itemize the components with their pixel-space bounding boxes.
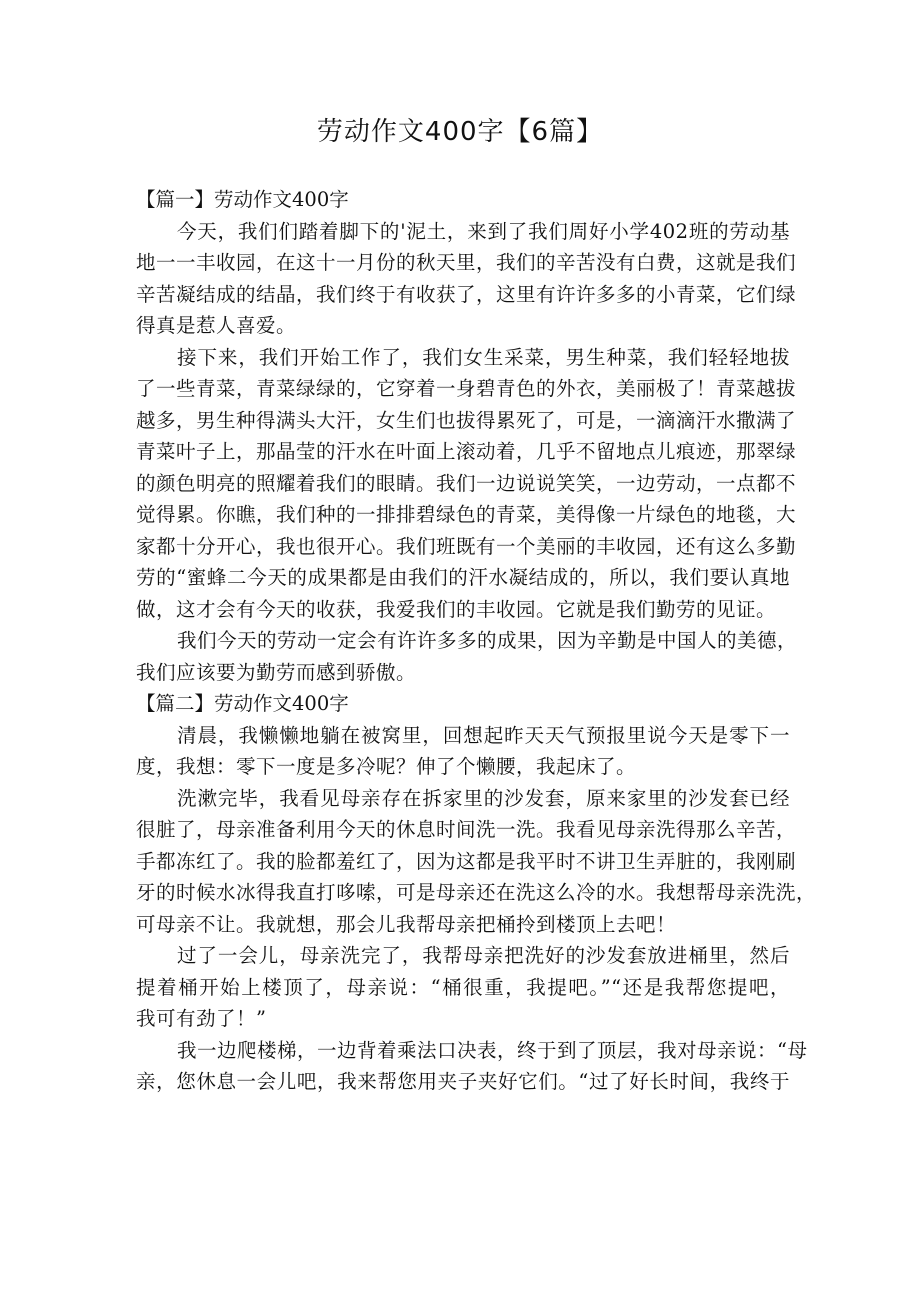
text-line: 牙的时候水冰得我直打哆嗦，可是母亲还在洗这么冷的水。我想帮母亲洗洗， bbox=[136, 881, 817, 904]
text-line: 度，我想：零下一度是多冷呢？伸了个懒腰，我起床了。 bbox=[136, 755, 637, 778]
text-line: 得真是惹人喜爱。 bbox=[136, 314, 297, 337]
page-title: 劳动作文400字【6篇】 bbox=[316, 117, 604, 147]
text-line: 提着桶开始上楼顶了，母亲说：“桶很重，我提吧。”“还是我帮您提吧， bbox=[136, 975, 790, 999]
text-line: 过了一会儿，母亲洗完了，我帮母亲把洗好的沙发套放进桶里，然后 bbox=[177, 944, 790, 967]
paragraph bbox=[136, 720, 790, 783]
text-line: 我一边爬楼梯，一边背着乘法口决表，终于到了顶层，我对母亲说：“母 bbox=[177, 1038, 808, 1062]
document-body bbox=[136, 184, 817, 1098]
text-line: 做，这才会有今天的收获，我爱我们的丰收园。它就是我们勤劳的见证。 bbox=[136, 597, 777, 621]
paragraph bbox=[136, 216, 797, 342]
text-line: 家都十分开心，我也很开心。我们班既有一个美丽的丰收园，还有这么多勤 bbox=[136, 534, 797, 558]
text-line: 越多，男生种得满头大汗，女生们也拔得累死了，可是，一滴滴汗水撒满了 bbox=[136, 408, 797, 432]
text-line: 可母亲不让。我就想，那会儿我帮母亲把桶拎到楼顶上去吧！ bbox=[136, 912, 677, 936]
text-line: 亲，您休息一会儿吧，我来帮您用夹子夹好它们。“过了好长时间，我终于 bbox=[136, 1070, 790, 1093]
text-line: 接下来，我们开始工作了，我们女生采菜，男生种菜，我们轻轻地拔 bbox=[177, 345, 790, 369]
text-line: 我可有劲了！” bbox=[136, 1007, 267, 1030]
text-line: 我们应该要为勤劳而感到骄傲。 bbox=[136, 660, 417, 684]
text-line: 的颜色明亮的照耀着我们的眼睛。我们一边说说笑笑，一边劳动，一点都不 bbox=[136, 471, 797, 495]
text-line: 了一些青菜，青菜绿绿的，它穿着一身碧青色的外衣，美丽极了！青菜越拔 bbox=[136, 377, 797, 400]
text-line: 地一一丰收园，在这十一月份的秋天里，我们的辛苦没有白费，这就是我们 bbox=[136, 251, 797, 274]
text-line: 劳的“蜜蜂二今天的成果都是由我们的汗水凝结成的，所以，我们要认真地 bbox=[136, 566, 790, 589]
paragraph bbox=[136, 342, 797, 626]
text-line: 辛苦凝结成的结晶，我们终于有收获了，这里有许许多多的小青菜，它们绿 bbox=[136, 282, 797, 306]
paragraph bbox=[136, 940, 790, 1035]
section-heading: 【篇一】劳动作文400字 bbox=[136, 188, 349, 211]
paragraph bbox=[136, 783, 817, 941]
text-line: 青菜叶子上，那晶莹的汗水在叶面上滚动着，几乎不留地点儿痕迹，那翠绿 bbox=[136, 440, 797, 463]
text-line: 洗漱完毕，我看见母亲存在拆家里的沙发套，原来家里的沙发套已经 bbox=[177, 786, 790, 810]
text-line: 我们今天的劳动一定会有许许多多的成果，因为辛勤是中国人的美德， bbox=[177, 629, 798, 652]
text-line: 觉得累。你瞧，我们种的一排排碧绿色的青菜，美得像一片绿色的地毯，大 bbox=[136, 503, 797, 526]
section-heading: 【篇二】劳动作文400字 bbox=[136, 692, 349, 715]
text-line: 手都冻红了。我的脸都羞红了，因为这都是我平时不讲卫生弄脏的，我刚刷 bbox=[136, 849, 797, 873]
paragraph bbox=[136, 1035, 808, 1098]
paragraph bbox=[136, 625, 798, 688]
text-line: 清晨，我懒懒地躺在被窝里，回想起昨天天气预报里说今天是零下一 bbox=[177, 723, 790, 747]
text-line: 今天，我们们踏着脚下的'泥土，来到了我们周好小学402班的劳动基 bbox=[177, 219, 790, 243]
text-line: 很脏了，母亲准备利用今天的休息时间洗一洗。我看见母亲洗得那么辛苦， bbox=[136, 818, 797, 841]
